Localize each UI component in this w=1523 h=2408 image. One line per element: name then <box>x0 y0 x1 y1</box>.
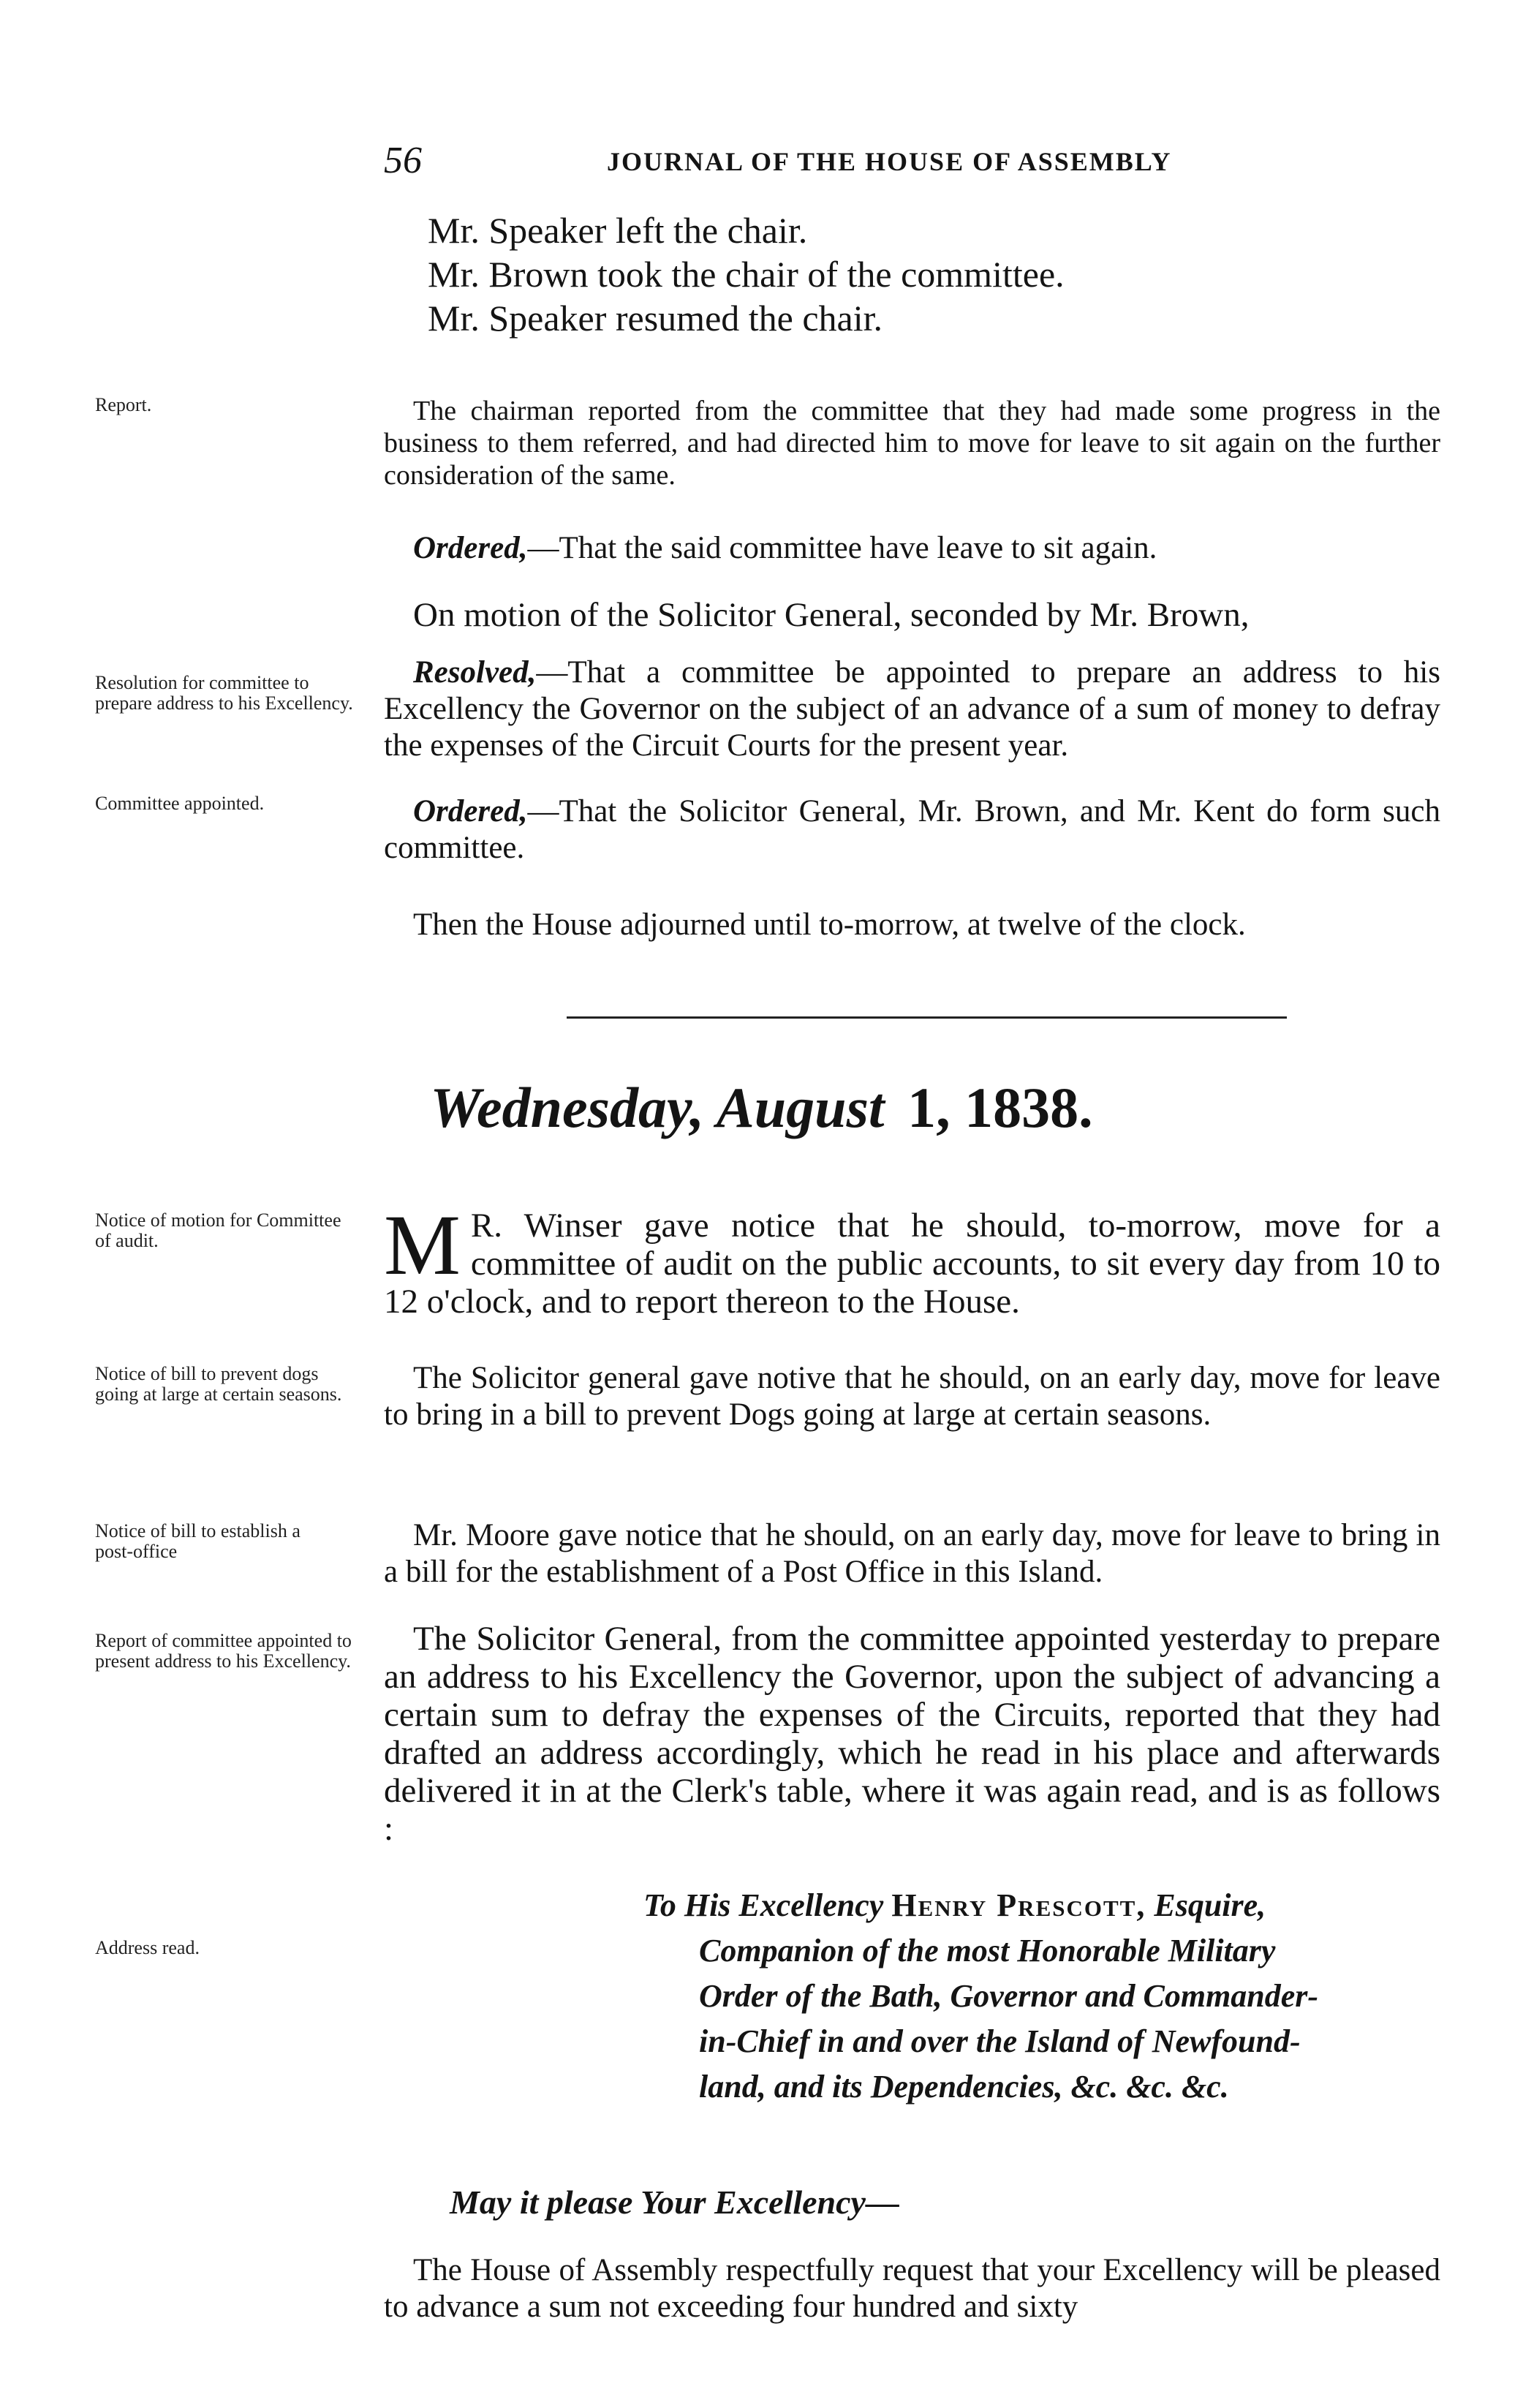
chair-line: Mr. Brown took the chair of the committee. <box>428 254 1065 295</box>
address-esquire: Esquire, <box>1154 1887 1266 1923</box>
page-number: 56 <box>384 140 422 181</box>
margin-note-resolution: Resolution for committee to prepare address to his Excellency. <box>95 672 353 714</box>
post-office-paragraph <box>384 1517 1440 1590</box>
winser-notice <box>384 1197 1440 1321</box>
winser-text: R. Winser gave notice that he should, to-morrow, move for a committee of audit on the public accounts, to sit every day from 10 to 12 o'clock, and to report thereon to the House. <box>384 1207 1440 1321</box>
ordered-1-label: Ordered, <box>413 531 528 565</box>
winser-paragraph <box>384 1197 1440 1321</box>
report-text: The chairman reported from the committee that they had made some progress in the business to them referred, and had directed him to move for leave to sit again on the further consideration of the same. <box>384 396 1440 491</box>
address-to: To His Excellency <box>643 1887 884 1923</box>
address-salutation: May it please Your Excellency— <box>450 2184 899 2221</box>
motion-paragraph <box>384 596 1440 634</box>
report-address-text: The Solicitor General, from the committee appointed yesterday to prepare an address to his Excellency the Governor, upon the subject of advancing a certain sum to defray the expenses of the Circuits, reported that they had drafted an address accordingly, which he read in his place and afterwards delivered it in at the Clerk's table, where it was again read, and is as follows : <box>384 1620 1440 1848</box>
margin-note-committee-appointed: Committee appointed. <box>95 793 265 814</box>
ordered-1-text: —That the said committee have leave to sit again. <box>527 531 1157 565</box>
motion-text: On motion of the Solicitor General, seconded by Mr. Brown, <box>413 596 1250 634</box>
address-line: Order of the Bath, Governor and Commander- <box>699 1978 1319 2014</box>
drop-cap: M <box>384 1197 461 1293</box>
chair-line: Mr. Speaker left the chair. <box>428 210 808 251</box>
adjourned-paragraph <box>384 907 1440 943</box>
report-address-paragraph <box>384 1620 1440 1848</box>
chair-line: Mr. Speaker resumed the chair. <box>428 298 883 339</box>
report-paragraph <box>384 395 1440 491</box>
ordered-2-text: —That the Solicitor General, Mr. Brown, and Mr. Kent do form such committee. <box>384 794 1440 865</box>
running-head: JOURNAL OF THE HOUSE OF ASSEMBLY <box>607 147 1172 176</box>
margin-note-notice-dogs-bill: Notice of bill to prevent dogs going at large at certain seasons. <box>95 1363 342 1405</box>
ordered-2-label: Ordered, <box>413 794 528 829</box>
date-heading-year: 1, 1838. <box>907 1076 1093 1139</box>
dogs-notice-text: The Solicitor general gave notive that he should, on an early day, move for leave to bring in a bill to prevent Dogs going at large at certain seasons. <box>384 1361 1440 1432</box>
margin-note-address-read: Address read. <box>95 1937 200 1958</box>
resolved <box>384 654 1440 764</box>
address-body-paragraph <box>384 2252 1440 2325</box>
ordered-paragraph-2 <box>384 793 1440 867</box>
page-header <box>0 139 1523 183</box>
address-heading <box>643 1883 1440 2110</box>
margin-note-report: Report. <box>95 394 152 415</box>
address-line: in-Chief in and over the Island of Newfound- <box>699 2023 1301 2059</box>
margin-note-report-address: Report of committee appointed to present address to his Excellency. <box>95 1630 352 1672</box>
date-heading-day-month: Wednesday, August <box>430 1076 885 1139</box>
address-to-line <box>643 1883 1440 1928</box>
margin-note-notice-post-office: Notice of bill to establish a post-office <box>95 1520 301 1562</box>
address-body-text: The House of Assembly respectfully request that your Excellency will be pleased to advance a sum not exceeding four hundred and sixty <box>384 2253 1440 2324</box>
ordered-paragraph-1 <box>384 530 1440 567</box>
ordered-1 <box>384 530 1440 567</box>
resolved-text: —That a committee be appointed to prepare an address to his Excellency the Governor on the subject of an advance of a sum of money to defray the expenses of the Circuit Courts for the present year. <box>384 655 1440 763</box>
address-line: land, and its Dependencies, &c. &c. &c. <box>699 2069 1229 2105</box>
ordered-2 <box>384 793 1440 867</box>
adjourned-text: Then the House adjourned until to-morrow, at twelve of the clock. <box>413 907 1246 942</box>
chair-lines <box>384 208 1440 340</box>
dogs-paragraph <box>384 1360 1440 1433</box>
resolved-label: Resolved, <box>413 655 537 690</box>
post-office-notice-text: Mr. Moore gave notice that he should, on an early day, move for leave to bring in a bill for the establishment of a Post Office in this Island. <box>384 1518 1440 1589</box>
address-line: Companion of the most Honorable Military <box>699 1933 1276 1969</box>
date-heading <box>0 1075 1523 1141</box>
section-divider <box>567 1016 1287 1019</box>
address-name: Henry Prescott, <box>891 1887 1146 1923</box>
margin-note-notice-audit: Notice of motion for Committee of audit. <box>95 1209 341 1251</box>
resolved-paragraph <box>384 654 1440 764</box>
